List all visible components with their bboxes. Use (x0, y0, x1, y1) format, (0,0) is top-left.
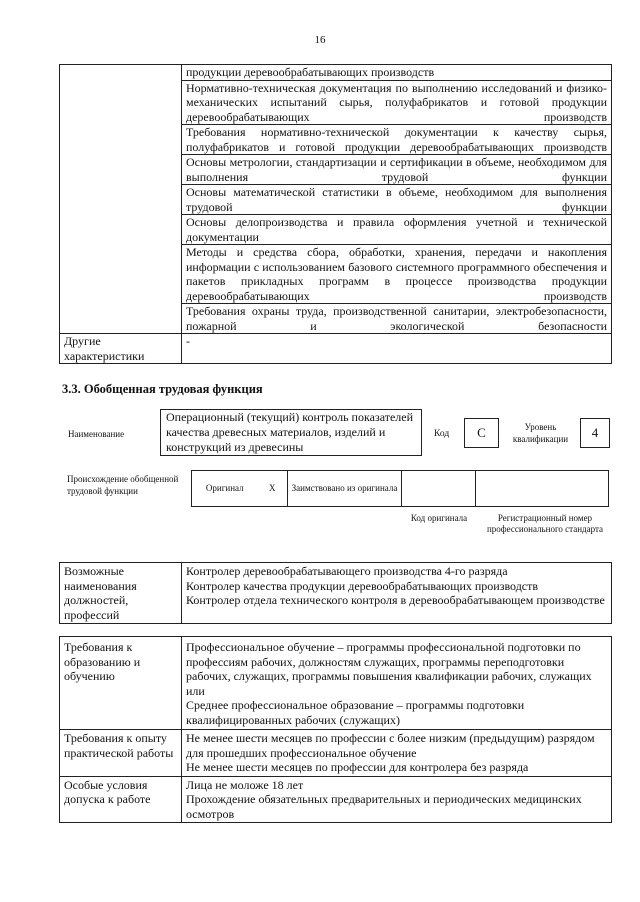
knowledge-item: Нормативно-техническая документация по выполнению исследований и физико-механических испытаний сырья, полуфабрикатов и готовой продукции деревообрабатывающих производств (182, 80, 612, 125)
knowledge-item: Требования нормативно-технической документации к качеству сырья, полуфабрикатов и готовой продукции деревообрабатывающих производств (182, 125, 612, 155)
knowledge-item: Методы и средства сбора, обработки, хранения, передачи и накопления информации с использованием базового системного программного обеспечения и пакетов прикладных программ в процессе производства продукции деревообрабатывающих производств (182, 245, 612, 304)
education-line: Профессиональное обучение – программы профессиональной подготовки по профессиям рабочих, должностям служащих, программы переподготовки рабочих, служащих, программы повышения квалификации рабочих, служащих (186, 640, 592, 683)
knowledge-item: Основы математической статистики в объеме, необходимом для выполнения трудовой функции (182, 185, 612, 215)
education-label: Требования к образованию и обучению (60, 637, 182, 730)
function-name-box: Операционный (текущий) контроль показателей качества древесных материалов, изделий и конструкций из древесины (160, 409, 422, 456)
level-label: Уровень квалификации (512, 422, 569, 444)
section-title: 3.3. Обобщенная трудовая функция (62, 382, 263, 396)
registration-number-cell (476, 471, 609, 507)
original-mark: Х (258, 471, 288, 507)
experience-label: Требования к опыту практической работы (60, 730, 182, 777)
admission-line: Прохождение обязательных предварительных и периодических медицинских осмотров (186, 792, 582, 821)
requirements-table (59, 636, 612, 823)
experience-line: Не менее шести месяцев по профессии для контролера без разряда (186, 760, 529, 774)
position-item: Контролер отдела технического контроля в деревообрабатывающем производстве (186, 593, 605, 607)
original-label: Оригинал (192, 471, 258, 507)
knowledge-item: продукции деревообрабатывающих производств (182, 65, 612, 81)
borrowed-label: Заимствовано из оригинала (288, 471, 402, 507)
position-item: Контролер деревообрабатывающего производства 4-го разряда (186, 564, 508, 578)
other-characteristics-value: - (182, 334, 612, 364)
positions-label: Возможные наименования должностей, профессий (60, 563, 182, 624)
knowledge-label-cell (60, 65, 182, 334)
name-label: Наименование (68, 429, 125, 439)
knowledge-item: Основы метрологии, стандартизации и сертификации в объеме, необходимом для выполнения трудовой функции (182, 155, 612, 185)
admission-line: Лица не моложе 18 лет (186, 777, 304, 792)
other-characteristics-label: Другие характеристики (60, 334, 182, 364)
education-line: Среднее профессиональное образование – программы подготовки квалифицированных рабочих (служащих) (186, 698, 525, 727)
position-item: Контролер качества продукции деревообрабатывающих производств (186, 578, 539, 593)
level-value-box: 4 (580, 418, 610, 448)
origin-table (191, 470, 609, 507)
code-value-box: С (464, 418, 499, 448)
knowledge-item: Требования охраны труда, производственной санитарии, электробезопасности, пожарной и экологической безопасности (182, 304, 612, 334)
origin-label: Происхождение обобщенной трудовой функции (67, 474, 179, 496)
original-code-caption: Код оригинала (410, 513, 468, 523)
knowledge-table (59, 64, 612, 364)
registration-number-caption: Регистрационный номер профессионального стандарта (486, 513, 604, 534)
experience-line: Не менее шести месяцев по профессии с более низким (предыдущим) разрядом для прошедших профессиональное обучение (186, 731, 595, 760)
page-number: 16 (314, 34, 326, 46)
original-code-cell (402, 471, 476, 507)
admission-label: Особые условия допуска к работе (60, 776, 182, 823)
code-label: Код (434, 429, 450, 439)
knowledge-item: Основы делопроизводства и правила оформления учетной и технической документации (182, 215, 612, 245)
education-line: или (186, 683, 205, 698)
positions-table (59, 562, 612, 624)
